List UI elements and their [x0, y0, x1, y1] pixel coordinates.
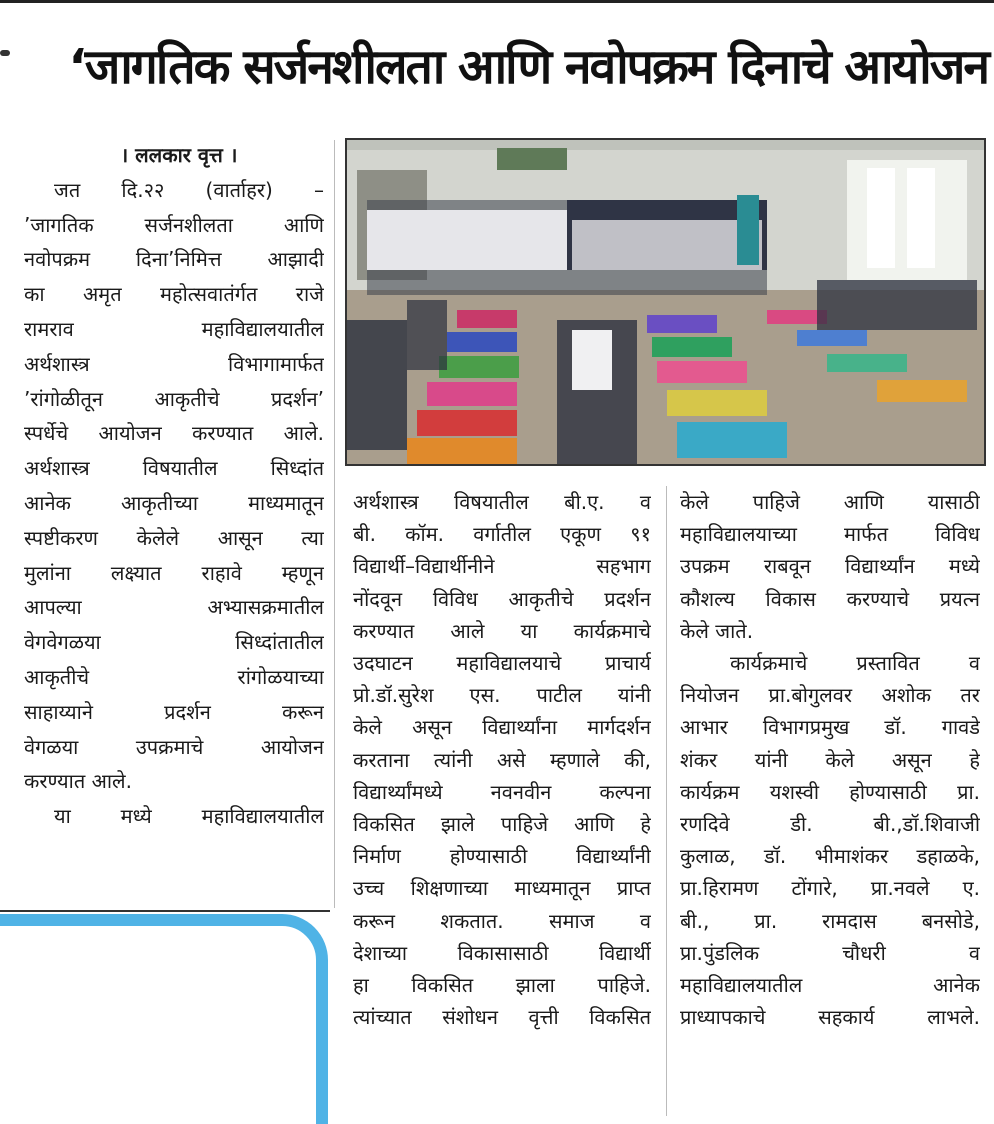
article-line: उदघाटन महाविद्यालयाचे प्राचार्य — [353, 651, 651, 676]
article-line: आपल्या अभ्यासक्रमातील — [24, 595, 324, 620]
section-rule — [0, 910, 330, 912]
article-line: या मध्ये महाविद्यालयातील — [54, 804, 324, 829]
article-line: मुलांना लक्ष्यात राहावे म्हणून — [24, 560, 324, 585]
article-line: कुलाळ, डॉ. भीमाशंकर डहाळके, — [680, 844, 980, 869]
article-line: साहाय्याने प्रदर्शन करून — [24, 699, 324, 724]
article-line: उपक्रम राबवून विद्यार्थ्यांन मध्ये — [680, 554, 980, 579]
article-line: शंकर यांनी केले असून हे — [680, 747, 980, 772]
top-rule — [0, 0, 994, 3]
article-line: बी., प्रा. रामदास बनसोडे, — [680, 908, 980, 933]
article-line: केले जाते. — [680, 618, 754, 643]
article-line: विद्यार्थ्यांमध्ये नवनवीन कल्पना — [353, 779, 651, 804]
article-line: महाविद्यालयाच्या मार्फत विविध — [680, 522, 980, 547]
headline: ‘जागतिक सर्जनशीलता आणि नवोपक्रम दिनाचे आयोजन — [68, 38, 988, 95]
article-line: करून शकतात. समाज व — [353, 908, 651, 933]
article-line: कौशल्य विकास करण्याचे प्रयत्न — [680, 586, 980, 611]
article-line: जत दि.२२ (वार्ताहर) – — [54, 177, 324, 202]
event-photo-illustration — [347, 140, 984, 464]
article-line: करण्यात आले या कार्यक्रमाचे — [353, 618, 651, 643]
article-line: प्रो.डॉ.सुरेश एस. पाटील यांनी — [353, 683, 651, 708]
article-line: प्रा.पुंडलिक चौधरी व — [680, 940, 980, 965]
article-line: का अमृत महोत्सवातंर्गत राजे — [24, 282, 324, 307]
article-line: प्रा.हिरामण टोंगारे, प्रा.नवले ए. — [680, 876, 980, 901]
article-line: वेगळया उपक्रमाचे आयोजन — [24, 734, 324, 759]
article-line: प्राध्यापकाचे सहकार्य लाभले. — [680, 1005, 980, 1030]
article-line: आभार विभागप्रमुख डॉ. गावडे — [680, 715, 980, 740]
article-line: निर्माण होण्यासाठी विद्यार्थ्यांनी — [353, 844, 651, 869]
left-column — [24, 138, 324, 834]
article-line: नवोपक्रम दिना’निमित्त आझादी — [24, 247, 324, 272]
event-photo — [345, 138, 986, 466]
column-divider — [334, 140, 335, 908]
advertisement-box — [0, 914, 328, 1124]
article-line: देशाच्या विकासासाठी विद्यार्थी — [353, 940, 651, 965]
article-line: अर्थशास्त्र विषयातील बी.ए. व — [353, 490, 651, 514]
article-line: नोंदवून विविध आकृतीचे प्रदर्शन — [353, 586, 651, 611]
article-line: उच्च शिक्षणाच्या माध्यमातून प्राप्त — [353, 876, 651, 901]
article-line: अर्थशास्त्र विभागामार्फत — [24, 351, 324, 376]
article-line: रामराव महाविद्यालयातील — [24, 316, 324, 341]
right-column — [680, 486, 980, 1033]
article-line: केले असून विद्यार्थ्यांना मार्गदर्शन — [353, 715, 651, 740]
article-line: ’जागतिक सर्जनशीलता आणि — [24, 212, 324, 237]
article-line: विद्यार्थी–विद्यार्थीनीने सहभाग — [353, 554, 651, 579]
article-line: स्पष्टीकरण केलेले आसून त्या — [24, 525, 324, 550]
article-line: करण्यात आले. — [24, 769, 132, 794]
article-line: महाविद्यालयातील आनेक — [680, 973, 980, 998]
column-divider — [666, 486, 667, 1116]
article-line: कार्यक्रमाचे प्रस्तावित व — [730, 651, 980, 676]
article-line: बी. कॉम. वर्गातील एकूण ९१ — [353, 522, 651, 547]
article-line: त्यांच्यात संशोधन वृत्ती विकसित — [353, 1005, 651, 1030]
article-line: आनेक आकृतीच्या माध्यमातून — [24, 490, 324, 515]
article-line: हा विकसित झाला पाहिजे. — [353, 973, 651, 998]
article-line: विकसित झाले पाहिजे आणि हे — [353, 812, 651, 837]
article-line: अर्थशास्त्र विषयातील सिध्दांत — [24, 456, 324, 481]
article-line: कार्यक्रम यशस्वी होण्यासाठी प्रा. — [680, 779, 980, 804]
article-line: आकृतीचे रांगोळयाच्या — [24, 664, 324, 689]
article-line: ’रांगोळीतून आकृतीचे प्रदर्शन’ — [24, 386, 324, 411]
article-line: स्पर्धेचे आयोजन करण्यात आले. — [24, 421, 324, 446]
middle-column — [353, 486, 651, 1033]
source-tag: । ललकार वृत्त । — [120, 143, 238, 167]
article-line: केले पाहिजे आणि यासाठी — [680, 490, 980, 514]
article-line: करताना त्यांनी असे म्हणाले की, — [353, 747, 651, 772]
article-line: नियोजन प्रा.बोगुलवर अशोक तर — [680, 683, 980, 708]
article-line: रणदिवे डी. बी.,डॉ.शिवाजी — [680, 812, 980, 837]
article-line: वेगवेगळया सिध्दांतातील — [24, 630, 324, 655]
